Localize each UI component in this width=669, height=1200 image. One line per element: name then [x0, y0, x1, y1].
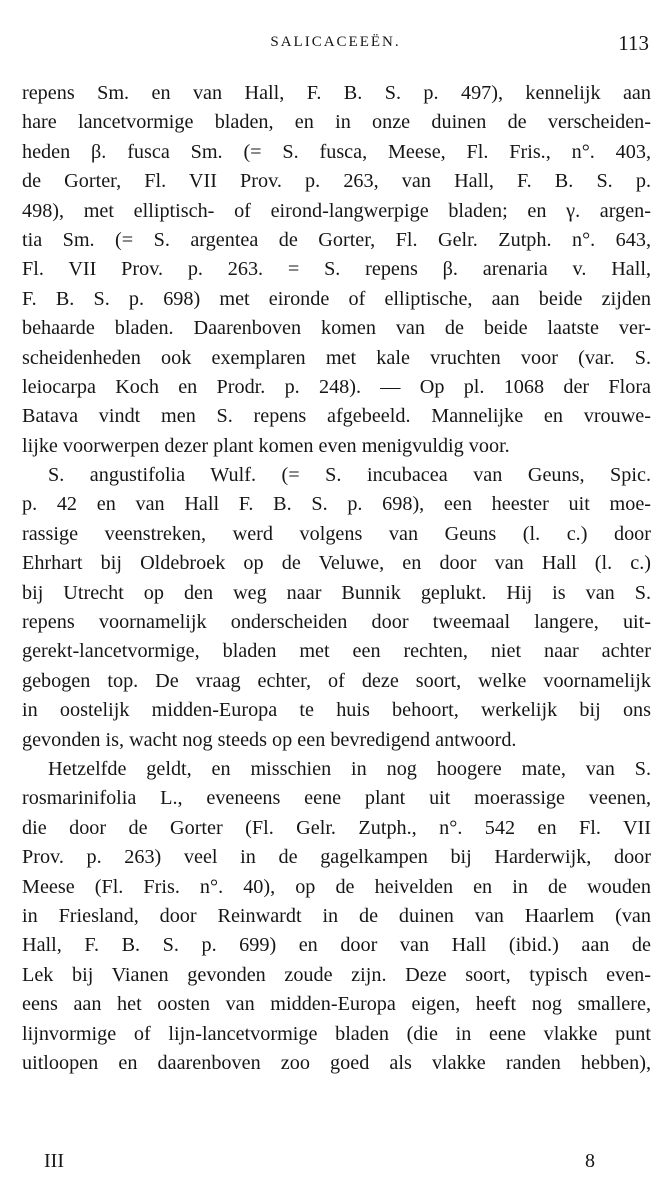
paragraph-start-line: Hetzelfde geldt, en misschien in nog hoogere mate, van S. — [48, 757, 651, 780]
signature-mark: III — [44, 1150, 64, 1172]
text-line: Prov. p. 263) veel in de gagelkampen bij Harderwijk, door — [22, 846, 651, 869]
text-line: eens aan het oosten van midden-Europa eigen, heeft nog smallere, — [22, 993, 651, 1016]
running-title: SALICACEEËN. — [270, 34, 401, 50]
page-header — [22, 31, 649, 60]
text-line: gerekt-lancetvormige, bladen met een rechten, niet naar achter — [22, 640, 651, 663]
text-line: gebogen top. De vraag echter, of deze soort, welke voornamelijk — [22, 669, 651, 692]
text-line: Lek bij Vianen gevonden zoude zijn. Deze soort, typisch even- — [22, 963, 651, 986]
text-line: bij Utrecht op den weg naar Bunnik geplukt. Hij is van S. — [22, 581, 651, 604]
footer-page-mark: 8 — [585, 1150, 595, 1172]
text-line: Fl. VII Prov. p. 263. = S. repens β. arenaria v. Hall, — [22, 258, 651, 281]
text-line: gevonden is, wacht nog steeds op een bevredigend antwoord. — [22, 728, 517, 751]
text-line: repens Sm. en van Hall, F. B. S. p. 497), kennelijk aan — [22, 82, 651, 104]
text-line: uitloopen en daarenboven zoo goed als vlakke randen hebben), — [22, 1051, 651, 1074]
text-line: lijnvormige of lijn-lancetvormige bladen (die in eene vlakke punt — [22, 1022, 651, 1045]
text-line: leiocarpa Koch en Prodr. p. 248). — Op pl. 1068 der Flora — [22, 375, 651, 398]
text-line: de Gorter, Fl. VII Prov. p. 263, van Hall, F. B. S. p. — [22, 170, 651, 193]
text-line: tia Sm. (= S. argentea de Gorter, Fl. Gelr. Zutph. n°. 643, — [22, 228, 651, 251]
paragraph-start-line: S. angustifolia Wulf. (= S. incubacea van Geuns, Spic. — [48, 464, 651, 487]
text-line: rosmarinifolia L., eveneens eene plant uit moerassige veenen, — [22, 787, 651, 810]
text-line: Ehrhart bij Oldebroek op de Veluwe, en door van Hall (l. c.) — [22, 552, 651, 575]
text-line: in Friesland, door Reinwardt in de duinen van Haarlem (van — [22, 904, 651, 927]
text-line: in oostelijk midden-Europa te huis behoort, werkelijk bij ons — [22, 699, 651, 722]
page-number: 113 — [618, 31, 649, 55]
text-line: behaarde bladen. Daarenboven komen van de beide laatste ver- — [22, 317, 651, 340]
text-line: 498), met elliptisch- of eirond-langwerpige bladen; en γ. argen- — [22, 199, 651, 222]
text-line: hare lancetvormige bladen, en in onze duinen de verscheiden- — [22, 111, 651, 134]
text-line: heden β. fusca Sm. (= S. fusca, Meese, Fl. Fris., n°. 403, — [22, 140, 651, 163]
body-text — [22, 79, 651, 1078]
text-line: scheidenheden ook exemplaren met kale vruchten voor (var. S. — [22, 346, 651, 369]
text-line: Hall, F. B. S. p. 699) en door van Hall (ibid.) aan de — [22, 934, 651, 957]
text-line: Meese (Fl. Fris. n°. 40), op de heivelden en in de wouden — [22, 875, 651, 898]
text-line: die door de Gorter (Fl. Gelr. Zutph., n°. 542 en Fl. VII — [22, 816, 651, 839]
text-line: F. B. S. p. 698) met eironde of elliptische, aan beide zijden — [22, 287, 651, 310]
page-footer — [44, 1150, 595, 1180]
text-line: lijke voorwerpen dezer plant komen even menigvuldig voor. — [22, 434, 510, 457]
text-line: repens voornamelijk onderscheiden door tweemaal langere, uit- — [22, 611, 651, 634]
text-line: p. 42 en van Hall F. B. S. p. 698), een heester uit moe- — [22, 493, 651, 516]
text-line: Batava vindt men S. repens afgebeeld. Mannelijke en vrouwe- — [22, 405, 651, 428]
text-line: rassige veenstreken, werd volgens van Geuns (l. c.) door — [22, 522, 651, 545]
